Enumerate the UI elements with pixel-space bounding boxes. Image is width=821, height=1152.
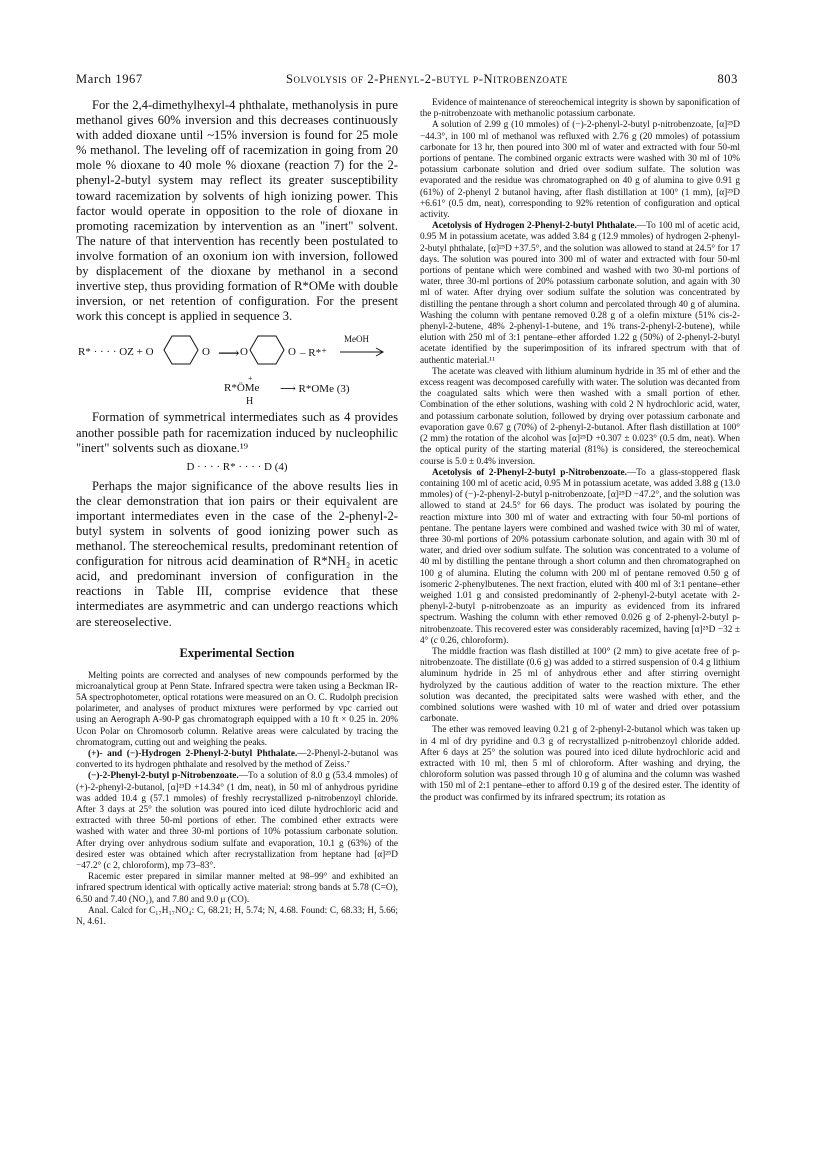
right-column xyxy=(420,98,740,804)
running-title: Solvolysis of 2-Phenyl-2-butyl p-Nitrobenzoate xyxy=(286,72,568,86)
left-column xyxy=(76,98,398,928)
page-number: 803 xyxy=(717,72,738,86)
experimental-paragraph-3: (−)-2-Phenyl-2-butyl p-Nitrobenzoate.—To a solution of 8.0 g (53.4 mmoles) of (+)-2-phenyl-2-butanol, [α]²³D +14.34° (1 dm, neat), in 50 ml of anhydrous pyridine was added 10.4 g (57.1 mmoles) of freshly recrystallized p-nitrobenzoyl chloride. After 3 days at 25° the solution was poured into iced dilute hydrochloric acid and extracted with three 50-ml portions of ether. The combined ether extracts were washed with water and three 30-ml portions of 10% potassium carbonate solution. After drying over anhydrous sodium sulfate and evaporation, 10.1 g (63%) of the desired ester was obtained which after recrystallization from heptane had [α]²⁵D −47.2° (c 2, chloroform), mp 73–83°. xyxy=(76,771,398,872)
scheme-hydrogen: H xyxy=(246,396,254,408)
right-paragraph-6: The middle fraction was flash distilled at 100° (2 mm) to give acetate free of p-nitrobenzoate. The distillate (0.6 g) was added to a stirred suspension of 0.4 g lithium aluminum hydride in 25 ml of anhydrous ether and after stirring overnight hydrolyzed by the cautious addition of water to the reaction mixture. The ether solution was decanted, the precipitated salts were washed with ether, and the combined solutions were washed with 10 ml of water and dried over potassium carbonate. xyxy=(420,646,740,725)
experimental-paragraph-2: (+)- and (−)-Hydrogen 2-Phenyl-2-butyl Phthalate.—2-Phenyl-2-butanol was converted to its hydrogen phthalate and resolved by the method of Zeiss.⁷ xyxy=(76,749,398,771)
right-paragraph-5: Acetolysis of 2-Phenyl-2-butyl p-Nitrobenzoate.—To a glass-stoppered flask containing 100 ml of acetic acid, 0.95 M in potassium acetate, was added 3.88 g (13.0 mmoles) of (−)-2-phenyl-2-butyl p-nitrobenzoate, [α]²⁵D −47.2°, and the solution was allowed to stand at 24.5° for 66 days. The product was isolated by pouring the reaction mixture into 300 ml of water and extracting with four 50-ml portions of pentane. The pentane layers were combined and washed twice with 30 ml of water, three 30-ml portions of 20% potassium carbonate solution, and again with 30 ml of water, and dried over sodium sulfate. The solution was concentrated to a volume of 40 ml by distilling the pentane through a short column and then chromatographed on 100 g of alumina. Eluting the column with 200 ml of pentane removed 0.50 g of isomeric 2-phenylbutenes. The next fraction, eluted with 400 ml of 3:1 pentane–ether weighed 1.01 g and consisted predominantly of 2-phenyl-2-butyl acetate with 2-phenyl-2-butyl p-nitrobenzoate as an impurity as evidenced from its infrared spectrum. Washing the column with ether removed 0.026 g of 2-phenyl-2-butyl p-nitrobenzoate. This recovered ester was considerably racemized, having [α]²⁵D −32 ± 4° (c 0.26, chloroform). xyxy=(420,467,741,646)
scheme-product: ⟶ R*OMe (3) xyxy=(280,383,350,396)
journal-date: March 1967 xyxy=(76,72,143,86)
discussion-paragraph-1: For the 2,4-dimethylhexyl-4 phthalate, methanolysis in pure methanol gives 60% inversion and this decreases continuously with added dioxane until ~15% inversion is found for 25 mole % methanol. The leveling off of racemization in going from 20 mole % dioxane to 40 mole % dioxane (reaction 7) for the 2-phenyl-2-butyl system may reflect its greater susceptibility toward racemization by solvents of high ionizing power. This factor would operate in opposition to the role of dioxane in promoting racemization by intervention as an "inert" solvent. The nature of that intervention has recently been postulated to involve formation of an oxonium ion with inversion, followed by displacement of the dioxane by methanol in a second invertive step, thus providing formation of R*OMe with double inversion, or net retention of configuration. For the present work this concept is applied in sequence 3. xyxy=(76,98,398,324)
procedure-title: (−)-2-Phenyl-2-butyl p-Nitrobenzoate. xyxy=(88,771,239,782)
equation-4: D · · · · R* · · · · D (4) xyxy=(186,460,288,473)
right-paragraph-4: The acetate was cleaved with lithium aluminum hydride in 35 ml of ether and the excess reagent was decomposed carefully with water. The solution was decanted from the coagulated salts which were then washed with a small portion of ether. Combination of the ether solutions, washing with cold 2 N hydrochloric acid, water, and potassium carbonate solution, followed by drying over potassium carbonate and evaporation gave 0.67 g (70%) of 2-phenyl-2-butanol. After flash distillation at 100° (2 mm) the rotation of the alcohol was [α]²⁵D +0.307 ± 0.023° (0.5 dm, neat). When the optical purity of the starting material (81%) is considered, the stereochemical course is 5.0 ± 0.4% inversion. xyxy=(420,366,740,467)
right-paragraph-7: The ether was removed leaving 0.21 g of 2-phenyl-2-butanol which was taken up in 4 ml of dry pyridine and 0.3 g of recrystallized p-nitrobenzoyl chloride added. After 6 days at 25° the solution was poured into iced dilute hydrochloric acid and extracted with 10 ml, then 5 ml of chloroform. After washing and drying, the chloroform solution was passed through 10 g of alumina and the column was washed with 150 ml of 2:1 pentane–ether to afford 0.19 g of the desired ester. The identity of the product was confirmed by its infrared spectrum; its rotation as xyxy=(420,725,740,803)
right-paragraph-3: Acetolysis of Hydrogen 2-Phenyl-2-butyl Phthalate.—To 100 ml of acetic acid, 0.95 M in potassium acetate, was added 3.84 g (12.9 mmoles) of hydrogen 2-phenyl-2-butyl phthalate, [α]²⁵D +37.5°, and the solution was allowed to stand at 24.5° for 17 days. The solution was poured into 300 ml of water and extracted with four 50-ml portions of pentane which were combined and washed with two 30-ml portions of water, three 30-ml portions of 20% potassium carbonate solution, and again with 30 ml of water. After drying over sodium sulfate the solution was concentrated by distilling the pentane through a short column and percolated through 40 g of alumina. Washing the column with pentane removed 0.28 g of a olefin mixture (51% cis-2-phenyl-2-butene, 48% 2-phenyl-1-butene, and 1% trans-2-phenyl-2-butene), while elution with 250 ml of 3:1 pentane–ether afforded 1.22 g (50%) of 2-phenyl-2-butyl acetate identified by the superimposition of its infrared spectrum with that of authentic material.¹¹ xyxy=(420,221,740,366)
scheme-reactant: R* · · · · OZ + O xyxy=(78,346,154,359)
scheme-oxygen-3: O xyxy=(288,346,296,359)
dioxane-ring-icon xyxy=(162,330,202,370)
reaction-scheme-3 xyxy=(76,324,398,410)
running-header xyxy=(76,72,738,88)
experimental-paragraph-4: Racemic ester prepared in similar manner melted at 98–99° and exhibited an infrared spectrum identical with optically active material: strong bands at 5.78 (C=O), 6.50 and 7.40 (NO₂), and 7.80 and 9.0 μ (CO). xyxy=(76,872,398,905)
discussion-paragraph-3: Perhaps the major significance of the above results lies in the clear demonstration that ion pairs or their equivalent are important intermediates even in the case of the 2-phenyl-2-butyl system in solvents of good ionizing power such as methanol. The stereochemical results, predominant retention of configuration for nitrous acid deamination of R*NH₂ in acetic acid, and predominant inversion of configuration in the reactions in Table III, comprise evidence that these intermediates are asymmetric and can undergo reactions which are stereoselective. xyxy=(76,478,398,629)
procedure-title: (+)- and (−)-Hydrogen 2-Phenyl-2-butyl Phthalate. xyxy=(88,749,298,760)
right-paragraph-2: A solution of 2.99 g (10 mmoles) of (−)-2-phenyl-2-butyl p-nitrobenzoate, [α]²⁵D −44.3°, in 100 ml of methanol was refluxed with 2.76 g (20 mmoles) of potassium carbonate for 13 hr, then poured into 300 ml of water and extracted with four 50-ml portions of pentane. The combined organic extracts were washed with 30 ml of 10% potassium carbonate solution and dried over sodium sulfate. The solution was evaporated and the residue was chromatographed on 40 g of alumina to give 0.91 g (61%) of 2-phenyl 2 butanol having, after flash distillation at 100° (1 mm), [α]²⁵D +6.61° (0.5 dm, neat), corresponding to 92% retention of configuration and optical activity. xyxy=(420,120,740,221)
arrow-right-icon xyxy=(338,346,386,358)
scheme-intermediate: R*ÖMe xyxy=(224,382,260,395)
analysis-paragraph: Anal. Calcd for C₁₇H₁₇NO₄: C, 68.21; H, 5.74; N, 4.68. Found: C, 68.33; H, 5.66; N, 4.61. xyxy=(76,905,398,928)
section-heading: Experimental Section xyxy=(179,645,295,660)
experimental-paragraph-1: Melting points are corrected and analyses of new compounds performed by the microanalytical group at Penn State. Infrared spectra were taken using a Beckman IR-5A spectrophotometer, optical rotations were measured on an O. C. Rudolph precision polarimeter, and analyses of product mixtures were performed by vpc carried out using an Aerograph A-90-P gas chromatograph equipped with a 10 ft × 0.25 in. 20% Ucon Polar on Chromosorb column. Relative areas were calculated by tracing the chromatogram, cutting out and weighing the peaks. xyxy=(76,670,398,748)
procedure-title: Acetolysis of Hydrogen 2-Phenyl-2-butyl Phthalate. xyxy=(432,221,637,232)
scheme-oxygen-1: O xyxy=(202,346,210,359)
scheme-oxygen-2: O xyxy=(240,346,248,359)
scheme-charge: + xyxy=(248,374,253,384)
discussion-paragraph-2: Formation of symmetrical intermediates such as 4 provides another possible path for racemization induced by nucleophilic "inert" solvents such as dioxane.¹⁹ xyxy=(76,410,398,455)
dioxane-ring-icon xyxy=(248,330,288,370)
scheme-oxonium: – R*⁺ xyxy=(300,347,327,360)
procedure-title: Acetolysis of 2-Phenyl-2-butyl p-Nitrobenzoate. xyxy=(432,467,627,478)
right-paragraph-1: Evidence of maintenance of stereochemical integrity is shown by saponification of the p-nitrobenzoate with methanolic potassium carbonate. xyxy=(420,98,740,120)
scheme-arrow-1: ⟶ xyxy=(218,346,240,363)
scheme-reagent: MeOH xyxy=(344,334,369,345)
